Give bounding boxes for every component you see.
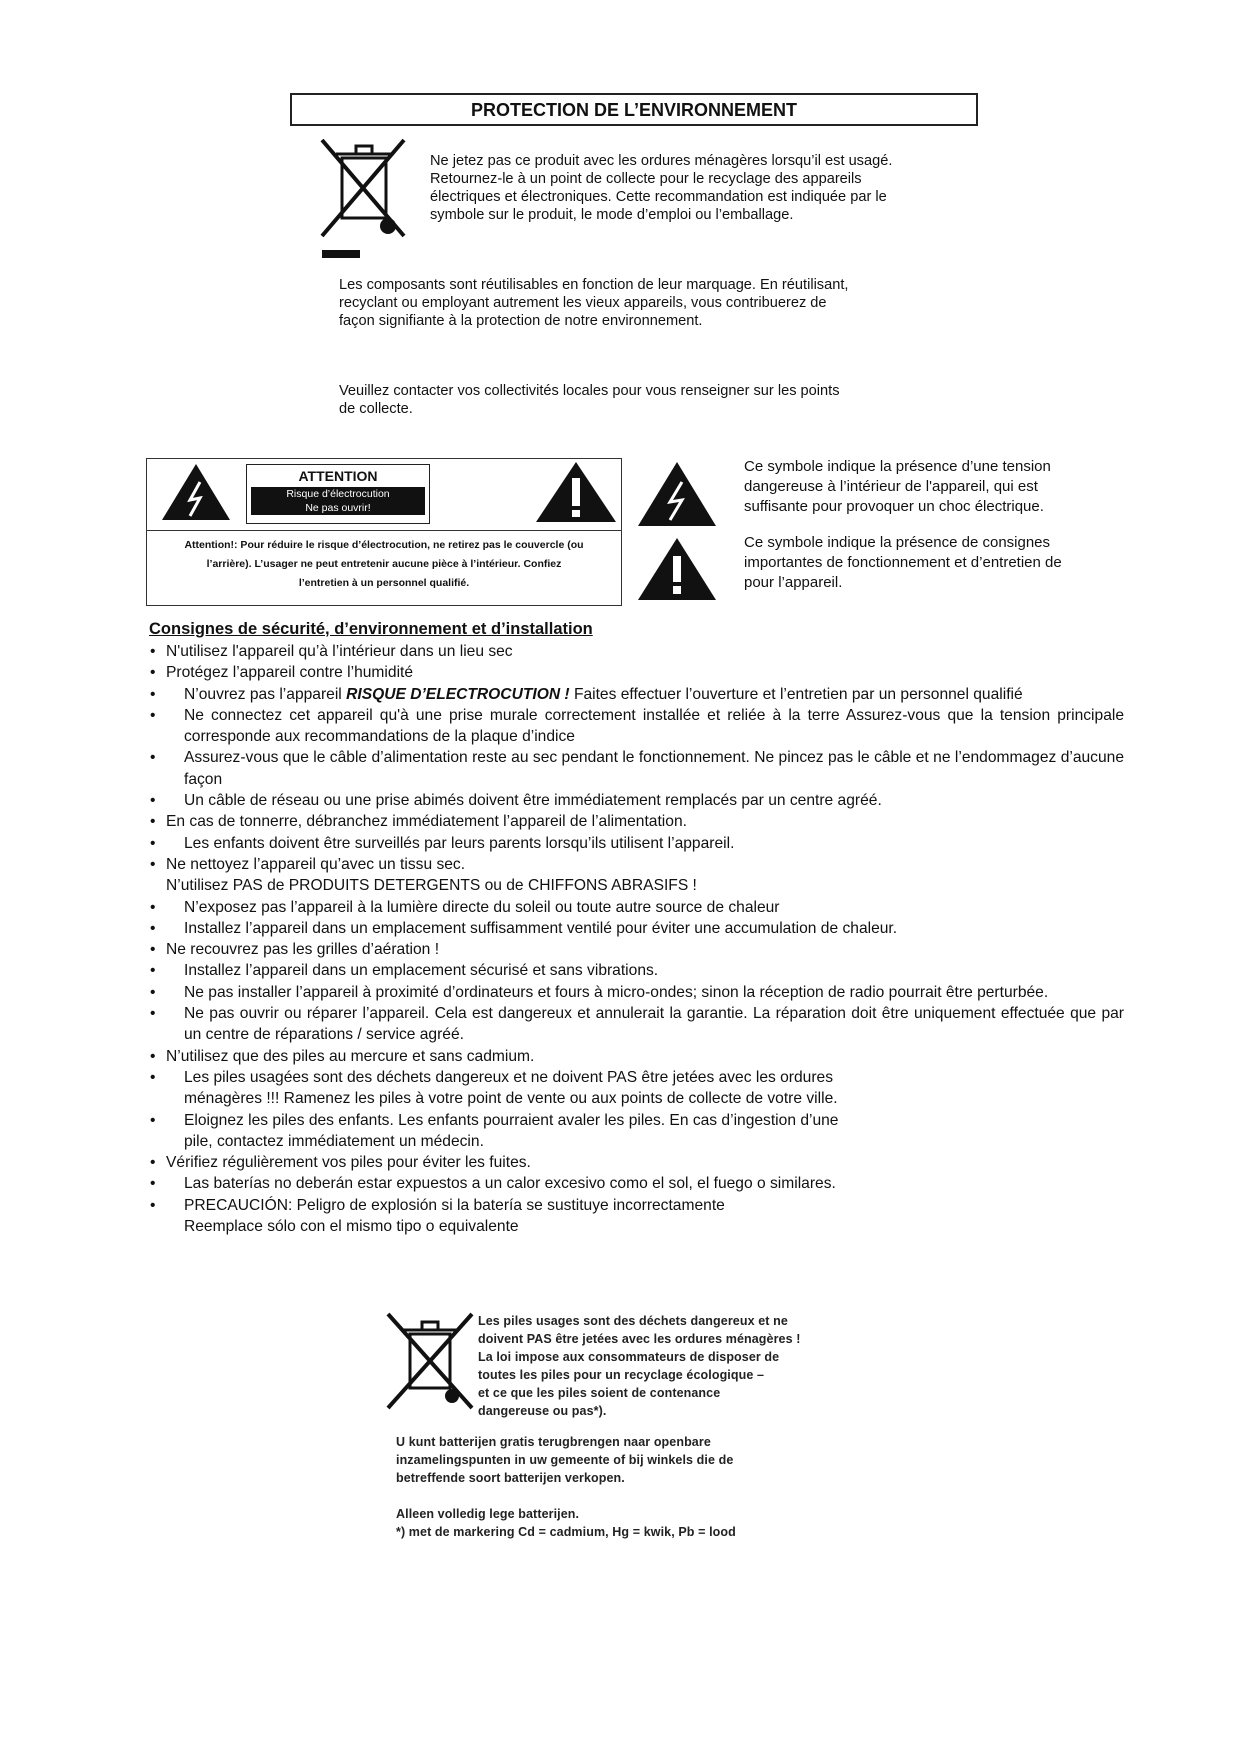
safety-item: • Les piles usagées sont des déchets dangereux et ne doivent PAS être jetées avec les ordures ménagères !!! Ramenez les piles à votre point de vente ou aux points de collecte de votre ville. [149, 1067, 1124, 1110]
environment-title: PROTECTION DE L’ENVIRONNEMENT [290, 93, 978, 126]
safety-item: • Installez l’appareil dans un emplacement sécurisé et sans vibrations. [149, 960, 1124, 981]
attention-title: ATTENTION [298, 468, 378, 484]
attention-black-banner: Risque d’électrocution Ne pas ouvrir! [251, 487, 425, 515]
exclamation-symbol-icon [636, 536, 718, 602]
safety-list [149, 641, 1124, 1237]
electric-shock-warning-icon [160, 462, 232, 522]
safety-item: • Assurez-vous que le câble d’alimentation reste au sec pendant le fonctionnement. Ne pincez pas le câble et ne l’endommagez d’aucune façon [149, 747, 1124, 790]
safety-item: • Ne connectez cet appareil qu'à une prise murale correctement installée et reliée à la terre Assurez-vous que la tension principale corresponde aux recommandations de la plaque d’indice [149, 705, 1124, 748]
warning-text: Attention!: Pour réduire le risque d’électrocution, ne retirez pas le couvercle (ou l’arrière). L’usager ne peut entretenir aucune pièce à l’intérieur. Confiez l’entretien à un personnel qualifié. [184, 539, 584, 589]
exclamation-warning-icon [534, 460, 618, 524]
safety-item: • Eloignez les piles des enfants. Les enfants pourraient avaler les piles. En cas d’ingestion d’une pile, contactez immédiatement un médecin. [149, 1110, 1124, 1153]
electric-shock-symbol-icon [636, 460, 718, 528]
environment-paragraph-3: Veuillez contacter vos collectivités locales pour vous renseigner sur les points de collecte. [339, 383, 840, 417]
safety-item: • Ne nettoyez l’appareil qu’avec un tissu sec. N’utilisez PAS de PRODUITS DETERGENTS ou de CHIFFONS ABRASIFS ! [149, 854, 1124, 897]
safety-item: • Protégez l’appareil contre l’humidité [149, 662, 1124, 683]
battery-notice-nl-footnote: Alleen volledig lege batterijen. *) met de markering Cd = cadmium, Hg = kwik, Pb = lood [396, 1507, 736, 1539]
battery-notice-fr: Les piles usages sont des déchets dangereux et ne doivent PAS être jetées avec les ordures ménagères ! La loi impose aux consommateurs de disposer de toutes les piles pour un recyclage écologique – et ce que les piles soient de contenance dangereuse ou pas*). [478, 1314, 801, 1418]
safety-item: • PRECAUCIÓN: Peligro de explosión si la batería se sustituye incorrectamente Reemplace sólo con el mismo tipo o equivalente [149, 1195, 1124, 1238]
voltage-symbol-description: Ce symbole indique la présence d’une tension dangereuse à l’intérieur de l'appareil, qui est suffisante pour provoquer un choc électrique. [744, 458, 1051, 515]
exclamation-symbol-description: Ce symbole indique la présence de consignes importantes de fonctionnement et d’entretien de pour l’appareil. [744, 534, 1062, 591]
safety-item: • Un câble de réseau ou une prise abimés doivent être immédiatement remplacés par un centre agréé. [149, 790, 1124, 811]
safety-item: • Les enfants doivent être surveillés par leurs parents lorsqu’ils utilisent l’appareil. [149, 833, 1124, 854]
environment-paragraph-1: Ne jetez pas ce produit avec les ordures ménagères lorsqu’il est usagé. Retournez-le à un point de collecte pour le recyclage des appareils électriques et électroniques. Cette recommandation est indiquée par le symbole sur le produit, le mode d’emploi ou l’emballage. [430, 153, 893, 223]
safety-item: • N’ouvrez pas l’appareil RISQUE D’ELECTROCUTION ! Faites effectuer l’ouverture et l’entretien par un personnel qualifié [149, 684, 1124, 705]
safety-item: • Ne pas installer l’appareil à proximité d’ordinateurs et fours à micro-ondes; sinon la réception de radio pourrait être perturbée. [149, 982, 1124, 1003]
safety-item: • Las baterías no deberán estar expuestos a un calor excesivo como el sol, el fuego o similares. [149, 1173, 1124, 1194]
environment-paragraph-2: Les composants sont réutilisables en fonction de leur marquage. En réutilisant, recyclant ou employant autrement les vieux appareils, vous contribuerez de façon signifiante à la protection de notre environnement. [339, 277, 849, 329]
safety-item: • N'utilisez l'appareil qu’à l’intérieur dans un lieu sec [149, 641, 1124, 662]
safety-section-title: Consignes de sécurité, d’environnement et d’installation [149, 620, 593, 638]
crossed-bin-battery-icon [384, 1310, 476, 1412]
battery-notice-nl: U kunt batterijen gratis terugbrengen naar openbare inzamelingspunten in uw gemeente of bij winkels die de betreffende soort batterijen verkopen. [396, 1435, 734, 1485]
crossed-bin-icon [318, 136, 410, 264]
safety-item: • N’exposez pas l’appareil à la lumière directe du soleil ou toute autre source de chaleur [149, 897, 1124, 918]
attention-panel [246, 464, 430, 524]
warning-separator [146, 530, 622, 531]
safety-item: • Vérifiez régulièrement vos piles pour éviter les fuites. [149, 1152, 1124, 1173]
safety-item: • En cas de tonnerre, débranchez immédiatement l’appareil de l’alimentation. [149, 811, 1124, 832]
safety-item: • Ne recouvrez pas les grilles d’aération ! [149, 939, 1124, 960]
safety-item: • Ne pas ouvrir ou réparer l’appareil. Cela est dangereux et annulerait la garantie. La réparation doit être uniquement effectuée que par un centre de réparations / service agréé. [149, 1003, 1124, 1046]
safety-item: • Installez l’appareil dans un emplacement suffisamment ventilé pour éviter une accumulation de chaleur. [149, 918, 1124, 939]
safety-item: • N’utilisez que des piles au mercure et sans cadmium. [149, 1046, 1124, 1067]
